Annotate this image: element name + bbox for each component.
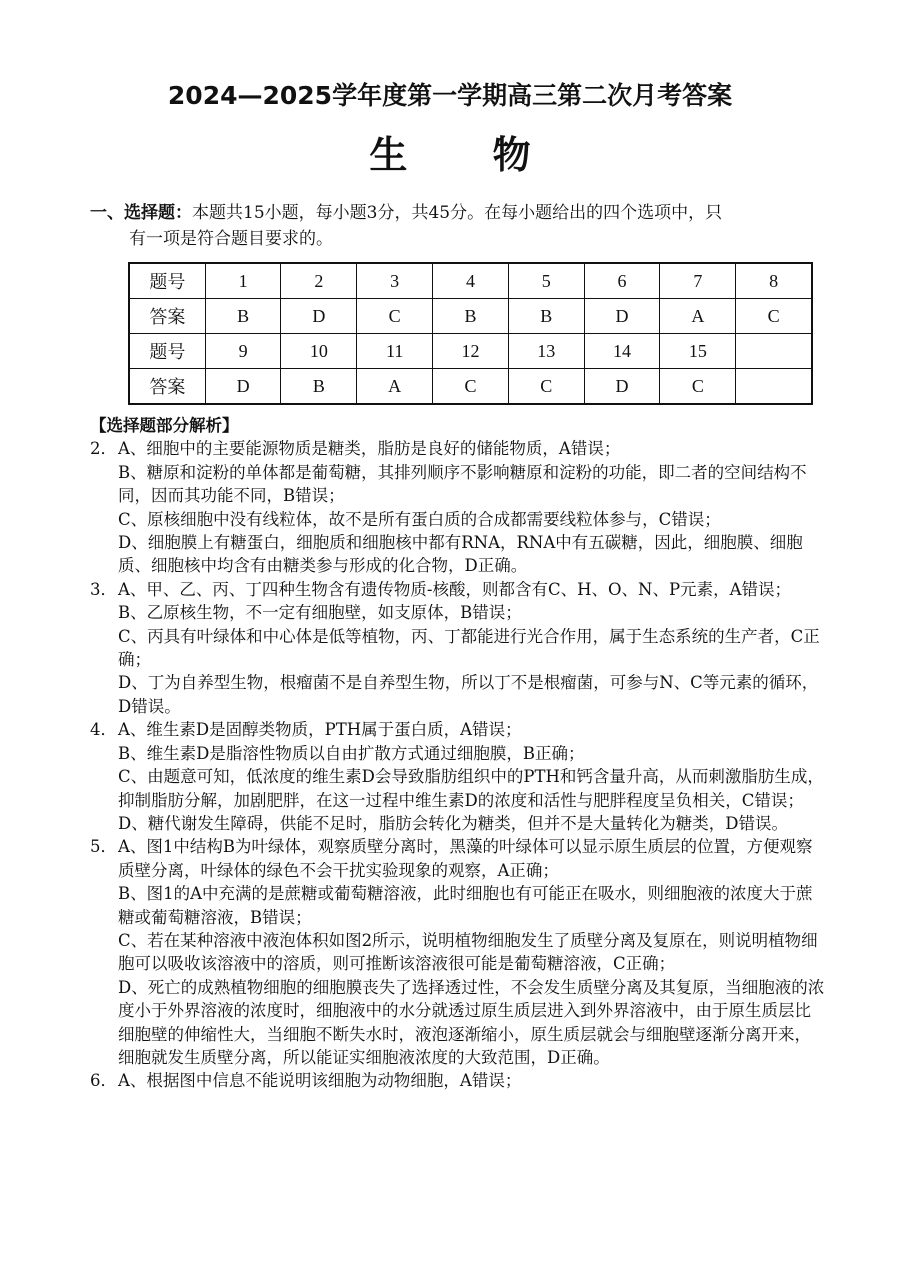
answer-cell: D xyxy=(205,369,281,405)
question-number-cell: 3 xyxy=(357,263,433,299)
explanation-option: D、死亡的成熟植物细胞的细胞膜丧失了选择透过性，不会发生质壁分离及其复原，当细胞液的浓度小于外界溶液的浓度时，细胞液中的水分就透过原生质层进入到外界溶液中，由于原生质层比细胞壁的伸缩性大，当细胞不断失水时，液泡逐渐缩小，原生质层就会与细胞壁逐渐分离开来，细胞就发生质壁分离，所以能证实细胞液浓度的大致范围，D正确。 xyxy=(118,977,825,1067)
explanation-option: B、图1的A中充满的是蔗糖或葡萄糖溶液，此时细胞也有可能正在吸水，则细胞液的浓度大于蔗糖或葡萄糖溶液，B错误； xyxy=(118,884,813,927)
section-description-continued: 有一项是符合题目要求的。 xyxy=(129,229,333,249)
question-number-cell: 7 xyxy=(660,263,736,299)
question-number: 5． xyxy=(90,837,117,857)
answer-cell: C xyxy=(433,369,509,405)
explanation-option: D、丁为自养型生物，根瘤菌不是自养型生物，所以丁不是根瘤菌，可参与N、C等元素的循环，D错误。 xyxy=(118,673,819,716)
answer-table xyxy=(128,262,813,405)
question-explanation xyxy=(90,1069,825,1092)
question-explanation xyxy=(90,835,825,1069)
explanation-option: C、丙具有叶绿体和中心体是低等植物，丙、丁都能进行光合作用，属于生态系统的生产者，C正确； xyxy=(118,626,820,670)
question-number-cell: 15 xyxy=(660,334,736,369)
table-row xyxy=(129,369,812,405)
explanation-option: D、细胞膜上有糖蛋白，细胞质和细胞核中都有RNA，RNA中有五碳糖，因此，细胞膜、细胞质、细胞核中均含有由糖类参与形成的化合物，D正确。 xyxy=(118,533,803,576)
explanation-option: B、乙原核生物，不一定有细胞壁，如支原体，B错误； xyxy=(118,603,522,623)
answer-cell: A xyxy=(357,369,433,405)
answer-cell: C xyxy=(357,299,433,334)
explanation-option: C、由题意可知，低浓度的维生素D会导致脂肪组织中的PTH和钙含量升高，从而刺激脂肪生成，抑制脂肪分解，加剧肥胖，在这一过程中维生素D的浓度和活性与肥胖程度呈负相关，C错误； xyxy=(118,767,824,810)
question-explanation xyxy=(90,578,825,718)
page-title: 2024—2025学年度第一学期高三第二次月考答案 xyxy=(167,81,733,110)
table-row xyxy=(129,334,812,369)
question-number: 3． xyxy=(90,579,117,599)
question-number-cell: 12 xyxy=(433,334,509,369)
question-number-cell: 10 xyxy=(281,334,357,369)
explanation-option: B、糖原和淀粉的单体都是葡萄糖，其排列顺序不影响糖原和淀粉的功能，即二者的空间结构不同，因而其功能不同，B错误； xyxy=(118,462,807,506)
answer-cell xyxy=(736,369,812,405)
analysis-section xyxy=(90,414,825,1093)
section-multiple-choice xyxy=(90,200,820,252)
question-number: 6． xyxy=(90,1071,117,1091)
answer-cell: B xyxy=(281,369,357,405)
answer-cell: D xyxy=(584,299,660,334)
explanation-option: D、糖代谢发生障碍，供能不足时，脂肪会转化为糖类，但并不是大量转化为糖类，D错误。 xyxy=(118,813,788,833)
question-number-cell: 4 xyxy=(433,263,509,299)
question-number-cell: 1 xyxy=(205,263,281,299)
analysis-heading: 【选择题部分解析】 xyxy=(90,416,239,435)
question-number-cell: 11 xyxy=(357,334,433,369)
row-label: 答案 xyxy=(129,369,205,405)
row-label: 题号 xyxy=(129,334,205,369)
question-number-cell: 2 xyxy=(281,263,357,299)
table-row xyxy=(129,263,812,299)
question-number-cell: 9 xyxy=(205,334,281,369)
explanation-option: 6． A、根据图中信息不能说明该细胞为动物细胞，A错误； xyxy=(90,1069,825,1092)
answer-cell: B xyxy=(508,299,584,334)
explanation-option: C、若在某种溶液中液泡体积如图2所示，说明植物细胞发生了质壁分离及复原在，则说明植物细胞可以吸收该溶液中的溶质，则可推断该溶液很可能是葡萄糖溶液，C正确； xyxy=(118,930,818,974)
answer-cell: D xyxy=(281,299,357,334)
question-number-cell: 5 xyxy=(508,263,584,299)
question-number-cell xyxy=(736,334,812,369)
section-description: 本题共15小题，每小题3分，共45分。在每小题给出的四个选项中，只 xyxy=(192,203,723,223)
question-explanation xyxy=(90,437,825,577)
table-row xyxy=(129,299,812,334)
answer-cell: C xyxy=(660,369,736,405)
answer-cell: B xyxy=(205,299,281,334)
answer-cell: C xyxy=(508,369,584,405)
answer-cell: B xyxy=(433,299,509,334)
explanation-option: 2． A、细胞中的主要能源物质是糖类，脂肪是良好的储能物质，A错误； xyxy=(90,437,825,460)
question-number-cell: 6 xyxy=(584,263,660,299)
explanation-option: C、原核细胞中没有线粒体，故不是所有蛋白质的合成都需要线粒体参与，C错误； xyxy=(118,509,721,529)
question-explanation xyxy=(90,718,825,835)
explanation-option: 3． A、甲、乙、丙、丁四种生物含有遗传物质-核酸，则都含有C、H、O、N、P元素，A错误； xyxy=(90,578,825,601)
question-number-cell: 8 xyxy=(736,263,812,299)
section-heading: 一、选择题： xyxy=(90,203,192,223)
answer-cell: A xyxy=(660,299,736,334)
question-number-cell: 13 xyxy=(508,334,584,369)
question-number: 4． xyxy=(90,720,117,740)
explanation-option: 5． A、图1中结构B为叶绿体，观察质壁分离时，黑藻的叶绿体可以显示原生质层的位置，方便观察质壁分离，叶绿体的绿色不会干扰实验现象的观察，A正确； xyxy=(90,837,813,880)
explanation-option: 4． A、维生素D是固醇类物质，PTH属于蛋白质，A错误； xyxy=(90,718,825,741)
explanation-option: B、维生素D是脂溶性物质以自由扩散方式通过细胞膜，B正确； xyxy=(118,743,585,763)
row-label: 答案 xyxy=(129,299,205,334)
question-number: 2． xyxy=(90,439,117,459)
row-label: 题号 xyxy=(129,263,205,299)
question-number-cell: 14 xyxy=(584,334,660,369)
subject-title: 生 物 xyxy=(369,132,567,177)
answer-cell: C xyxy=(736,299,812,334)
answer-cell: D xyxy=(584,369,660,405)
